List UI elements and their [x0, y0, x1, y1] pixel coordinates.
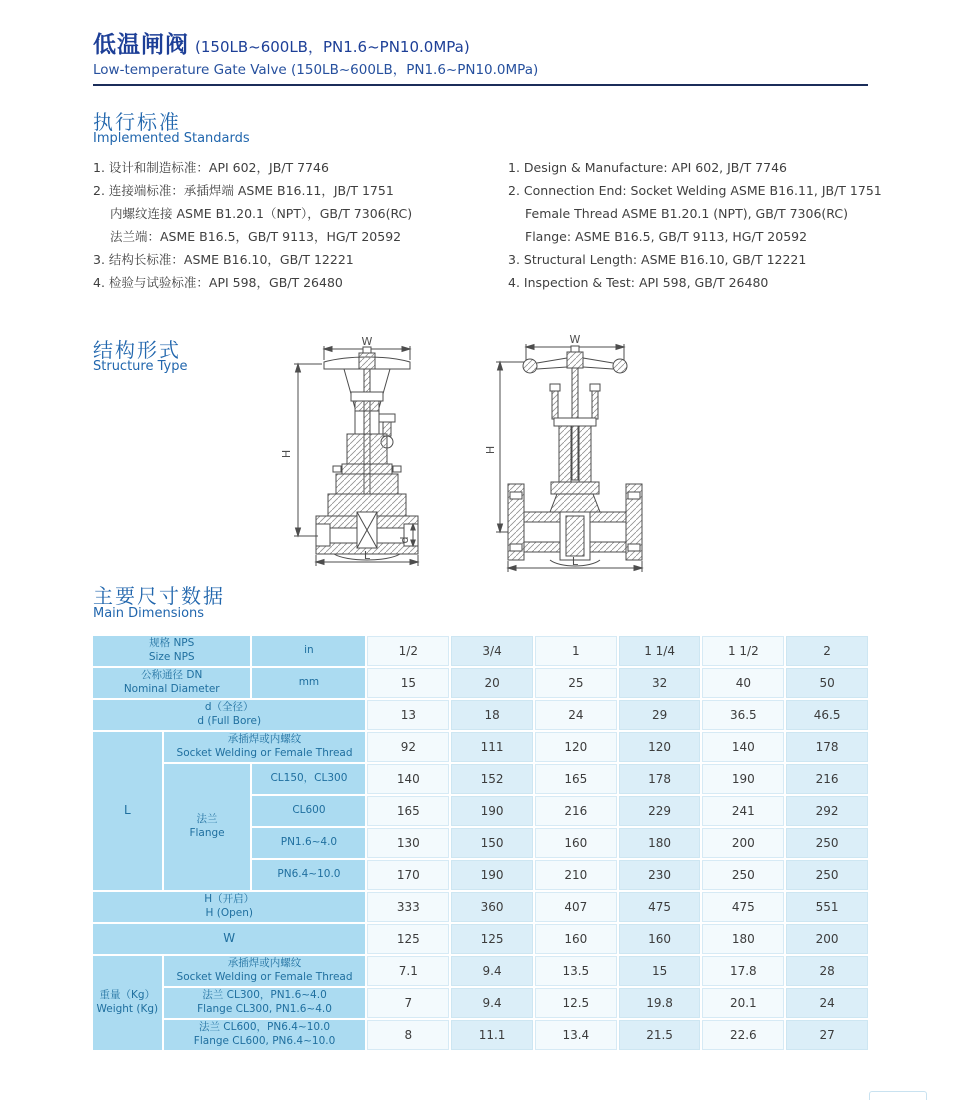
dim-label-w: W	[569, 334, 581, 346]
dim-value-cell: 178	[786, 732, 868, 762]
page-footer-mark	[869, 1091, 927, 1100]
dim-label-l: L	[363, 549, 371, 562]
dim-value-cell: 29	[619, 700, 701, 730]
standard-item: 4. 检验与试验标准：API 598，GB/T 26480	[93, 275, 343, 290]
dim-value-cell: 230	[619, 860, 701, 890]
table-row	[93, 700, 868, 730]
standard-item: 3. Structural Length: ASME B16.10, GB/T 12221	[508, 252, 807, 267]
standards-heading-en: Implemented Standards	[93, 131, 250, 146]
row-label: 承插焊或内螺纹 Socket Welding or Female Thread	[164, 732, 366, 762]
dim-value-cell: 27	[786, 1020, 868, 1050]
dim-value-cell: 475	[702, 892, 784, 922]
dim-value-cell: 333	[367, 892, 449, 922]
dim-value-cell: 32	[619, 668, 701, 698]
group-label-weight: 重量（Kg） Weight (Kg)	[93, 956, 162, 1050]
standard-item: 1. 设计和制造标准：API 602，JB/T 7746	[93, 160, 329, 175]
dim-value-cell: 50	[786, 668, 868, 698]
group-label-L: L	[93, 732, 162, 890]
dim-value-cell: 13.4	[535, 1020, 617, 1050]
unit-cell: mm	[252, 668, 365, 698]
dim-value-cell: 15	[619, 956, 701, 986]
dim-value-cell: 17.8	[702, 956, 784, 986]
dim-label-l: L	[571, 555, 579, 568]
standard-item: 内螺纹连接 ASME B1.20.1（NPT），GB/T 7306(RC)	[110, 206, 413, 221]
page-title	[93, 26, 873, 59]
standard-item: 2. Connection End: Socket Welding ASME B16.11, JB/T 1751	[508, 183, 882, 198]
dim-value-cell: 475	[619, 892, 701, 922]
row-label: 公称通径 DN Nominal Diameter	[93, 668, 250, 698]
valve-socket-weld-drawing	[272, 336, 452, 568]
row-label: PN6.4~10.0	[252, 860, 365, 890]
page-title-en: Low-temperature Gate Valve (150LB~600LB，PN1.6~PN10.0MPa)	[93, 62, 539, 78]
dim-value-cell: 180	[702, 924, 784, 954]
dim-value-cell: 1/2	[367, 636, 449, 666]
dim-value-cell: 160	[535, 828, 617, 858]
dim-value-cell: 7.1	[367, 956, 449, 986]
dim-value-cell: 190	[451, 796, 533, 826]
group-label-flange: 法兰 Flange	[164, 764, 251, 890]
table-row	[93, 956, 868, 986]
standards-list-en	[508, 156, 882, 294]
dim-value-cell: 92	[367, 732, 449, 762]
dim-value-cell: 9.4	[451, 956, 533, 986]
dim-value-cell: 125	[367, 924, 449, 954]
row-label: CL600	[252, 796, 365, 826]
standard-item: 法兰端：ASME B16.5，GB/T 9113，HG/T 20592	[110, 229, 402, 244]
dim-value-cell: 22.6	[702, 1020, 784, 1050]
row-label: CL150，CL300	[252, 764, 365, 794]
dim-value-cell: 292	[786, 796, 868, 826]
dim-value-cell: 551	[786, 892, 868, 922]
dim-value-cell: 200	[786, 924, 868, 954]
dim-value-cell: 216	[535, 796, 617, 826]
standard-item: 4. Inspection & Test: API 598, GB/T 26480	[508, 275, 769, 290]
dim-value-cell: 28	[786, 956, 868, 986]
dim-value-cell: 190	[702, 764, 784, 794]
dimensions-table	[91, 634, 870, 1052]
dim-label-h: H	[484, 445, 497, 455]
dim-value-cell: 1 1/2	[702, 636, 784, 666]
dim-value-cell: 250	[786, 860, 868, 890]
dim-value-cell: 13.5	[535, 956, 617, 986]
row-label: 规格 NPS Size NPS	[93, 636, 250, 666]
dim-value-cell: 160	[535, 924, 617, 954]
dim-value-cell: 210	[535, 860, 617, 890]
dim-value-cell: 111	[451, 732, 533, 762]
dim-value-cell: 20.1	[702, 988, 784, 1018]
dim-value-cell: 20	[451, 668, 533, 698]
dim-value-cell: 25	[535, 668, 617, 698]
standard-item: Flange: ASME B16.5, GB/T 9113, HG/T 20592	[525, 229, 808, 244]
table-row	[93, 988, 868, 1018]
dim-value-cell: 407	[535, 892, 617, 922]
structure-heading-zh: 结构形式	[93, 338, 181, 362]
dim-value-cell: 140	[702, 732, 784, 762]
dim-value-cell: 250	[702, 860, 784, 890]
dimensions-heading-zh: 主要尺寸数据	[93, 584, 225, 608]
dim-value-cell: 1	[535, 636, 617, 666]
dim-value-cell: 24	[786, 988, 868, 1018]
dim-value-cell: 3/4	[451, 636, 533, 666]
row-label: 承插焊或内螺纹 Socket Welding or Female Thread	[164, 956, 366, 986]
structure-heading-en: Structure Type	[93, 359, 188, 374]
dim-value-cell: 120	[619, 732, 701, 762]
table-row	[93, 636, 868, 666]
table-row	[93, 732, 868, 762]
dim-value-cell: 8	[367, 1020, 449, 1050]
dim-value-cell: 152	[451, 764, 533, 794]
table-row	[93, 1020, 868, 1050]
dim-value-cell: 170	[367, 860, 449, 890]
table-row	[93, 892, 868, 922]
dim-value-cell: 18	[451, 700, 533, 730]
table-row	[93, 924, 868, 954]
row-label: H（开启） H (Open)	[93, 892, 365, 922]
dim-value-cell: 7	[367, 988, 449, 1018]
dim-value-cell: 1 1/4	[619, 636, 701, 666]
unit-cell: in	[252, 636, 365, 666]
dim-value-cell: 15	[367, 668, 449, 698]
dim-value-cell: 200	[702, 828, 784, 858]
dim-value-cell: 241	[702, 796, 784, 826]
standard-item: 2. 连接端标准：承插焊端 ASME B16.11，JB/T 1751	[93, 183, 394, 198]
dim-value-cell: 24	[535, 700, 617, 730]
dim-value-cell: 9.4	[451, 988, 533, 1018]
row-label: 法兰 CL600，PN6.4~10.0 Flange CL600, PN6.4~10.0	[164, 1020, 366, 1050]
dim-value-cell: 190	[451, 860, 533, 890]
dim-value-cell: 216	[786, 764, 868, 794]
dim-value-cell: 11.1	[451, 1020, 533, 1050]
dim-value-cell: 21.5	[619, 1020, 701, 1050]
dim-label-h: H	[280, 449, 293, 459]
dim-value-cell: 180	[619, 828, 701, 858]
dim-value-cell: 36.5	[702, 700, 784, 730]
dim-value-cell: 140	[367, 764, 449, 794]
row-label: W	[93, 924, 365, 954]
dim-value-cell: 229	[619, 796, 701, 826]
dim-value-cell: 165	[367, 796, 449, 826]
dim-value-cell: 130	[367, 828, 449, 858]
dim-value-cell: 160	[619, 924, 701, 954]
dim-value-cell: 2	[786, 636, 868, 666]
standard-item: Female Thread ASME B1.20.1 (NPT), GB/T 7306(RC)	[525, 206, 848, 221]
standard-item: 1. Design & Manufacture: API 602, JB/T 7746	[508, 160, 787, 175]
dim-value-cell: 19.8	[619, 988, 701, 1018]
dim-value-cell: 178	[619, 764, 701, 794]
dim-value-cell: 40	[702, 668, 784, 698]
row-label: PN1.6~4.0	[252, 828, 365, 858]
standards-heading-zh: 执行标准	[93, 110, 181, 134]
dim-value-cell: 13	[367, 700, 449, 730]
page-title-suffix: (150LB~600LB，PN1.6~PN10.0MPa)	[195, 38, 470, 56]
table-row	[93, 668, 868, 698]
dim-value-cell: 125	[451, 924, 533, 954]
dim-value-cell: 360	[451, 892, 533, 922]
standards-list-zh	[93, 156, 412, 294]
dim-value-cell: 250	[786, 828, 868, 858]
table-row	[93, 764, 868, 794]
valve-flanged-drawing	[480, 334, 665, 574]
dim-label-w: W	[361, 336, 373, 348]
standard-item: 3. 结构长标准：ASME B16.10，GB/T 12221	[93, 252, 354, 267]
dim-value-cell: 165	[535, 764, 617, 794]
row-label: 法兰 CL300，PN1.6~4.0 Flange CL300, PN1.6~4.0	[164, 988, 366, 1018]
row-label: d（全径） d (Full Bore)	[93, 700, 365, 730]
dim-value-cell: 120	[535, 732, 617, 762]
dim-value-cell: 46.5	[786, 700, 868, 730]
dimensions-heading-en: Main Dimensions	[93, 606, 205, 621]
dim-value-cell: 12.5	[535, 988, 617, 1018]
page-title-zh: 低温闸阀	[93, 32, 189, 58]
title-divider	[93, 84, 868, 86]
dim-label-d: d	[398, 536, 411, 544]
dim-value-cell: 150	[451, 828, 533, 858]
